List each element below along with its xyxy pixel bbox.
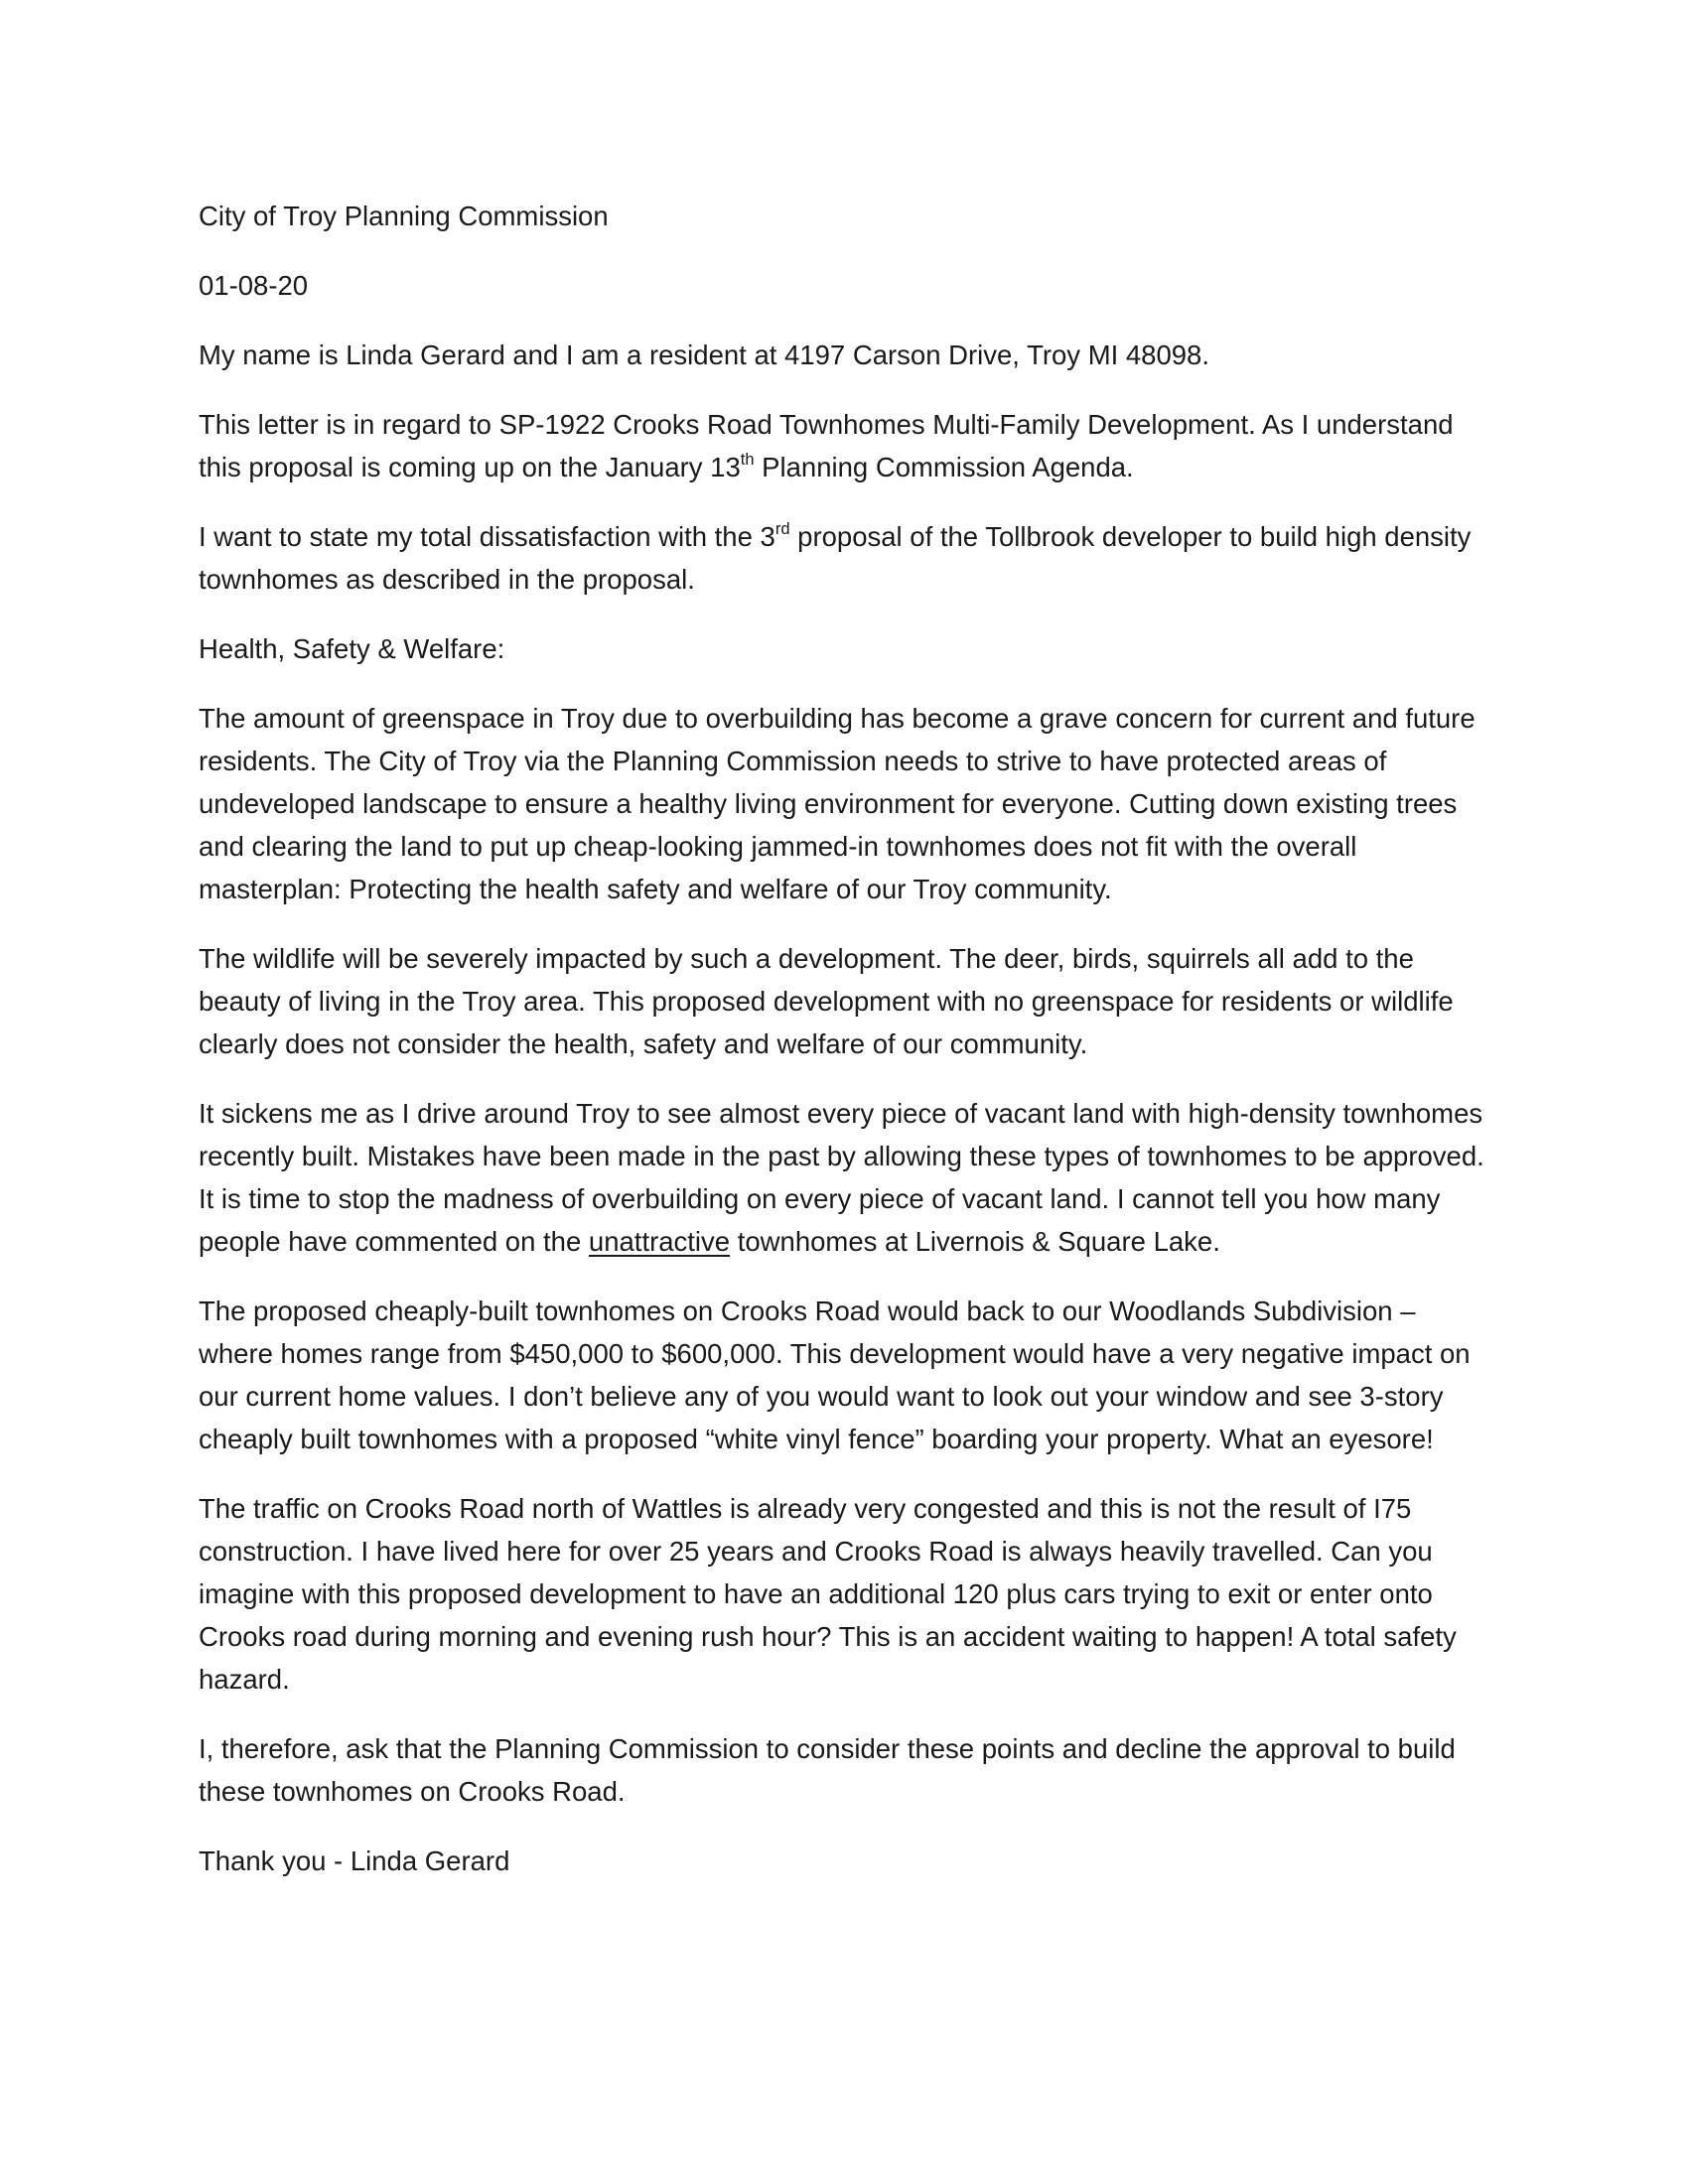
- wildlife-paragraph: The wildlife will be severely impacted by such a development. The deer, birds, squirrels all add to the beauty of living in the Troy area. This proposed development with no greenspace for residents or wildlife clearly does not consider the health, safety and welfare of our community.: [199, 943, 1454, 1059]
- recipient-line: City of Troy Planning Commission: [199, 201, 609, 231]
- overbuilding-text-end: townhomes at Livernois & Square Lake.: [730, 1226, 1220, 1257]
- section-heading: Health, Safety & Welfare:: [199, 633, 505, 664]
- underlined-word: unattractive: [588, 1226, 731, 1257]
- signoff-line: Thank you - Linda Gerard: [199, 1845, 510, 1876]
- dissatisfaction-text-start: I want to state my total dissatisfaction with the 3: [199, 521, 775, 552]
- overbuilding-text-start: It sickens me as I drive around Troy to see almost every piece of vacant land with high-density townhomes recently built. Mistakes have been made in the past by allowing these types of townhomes to be approved. It is time to stop the madness of overbuilding on every piece of vacant land. I cannot tell you how many people have commented on the: [199, 1098, 1484, 1257]
- overbuilding-paragraph: [199, 1092, 1489, 1263]
- ordinal-suffix: th: [740, 450, 755, 469]
- home-values-paragraph: The proposed cheaply-built townhomes on Crooks Road would back to our Woodlands Subdivision – where homes range from $450,000 to $600,000. This development would have a very negative impact on our current home values. I don’t believe any of you would want to look out your window and see 3-story cheaply built townhomes with a proposed “white vinyl fence” boarding your property. What an eyesore!: [199, 1296, 1471, 1454]
- letter-page: [199, 195, 1489, 1909]
- regard-text-start: This letter is in regard to SP-1922 Crooks Road Townhomes Multi-Family Development. As I understand this proposal is coming up on the January 13: [199, 409, 1454, 482]
- letter-date: 01-08-20: [199, 270, 309, 301]
- dissatisfaction-paragraph: [199, 515, 1489, 601]
- intro-paragraph: My name is Linda Gerard and I am a resident at 4197 Carson Drive, Troy MI 48098.: [199, 340, 1209, 370]
- greenspace-paragraph: The amount of greenspace in Troy due to overbuilding has become a grave concern for current and future residents. The City of Troy via the Planning Commission needs to strive to have protected areas of undeveloped landscape to ensure a healthy living environment for everyone. Cutting down existing trees and clearing the land to put up cheap-looking jammed-in townhomes does not fit with the overall masterplan: Protecting the health safety and welfare of our Troy community.: [199, 703, 1476, 904]
- dissatisfaction-text-end: proposal of the Tollbrook developer to build high density townhomes as described in the proposal.: [199, 521, 1472, 595]
- regard-text-end: Planning Commission Agenda.: [754, 452, 1134, 482]
- request-paragraph: I, therefore, ask that the Planning Commission to consider these points and decline the approval to build these townhomes on Crooks Road.: [199, 1733, 1456, 1807]
- traffic-paragraph: The traffic on Crooks Road north of Wattles is already very congested and this is not the result of I75 construction. I have lived here for over 25 years and Crooks Road is always heavily travelled. Can you imagine with this proposed development to have an additional 120 plus cars trying to exit or enter onto Crooks road during morning and evening rush hour? This is an accident waiting to happen! A total safety hazard.: [199, 1493, 1457, 1695]
- ordinal-suffix: rd: [774, 519, 790, 538]
- regard-paragraph: [199, 403, 1489, 488]
